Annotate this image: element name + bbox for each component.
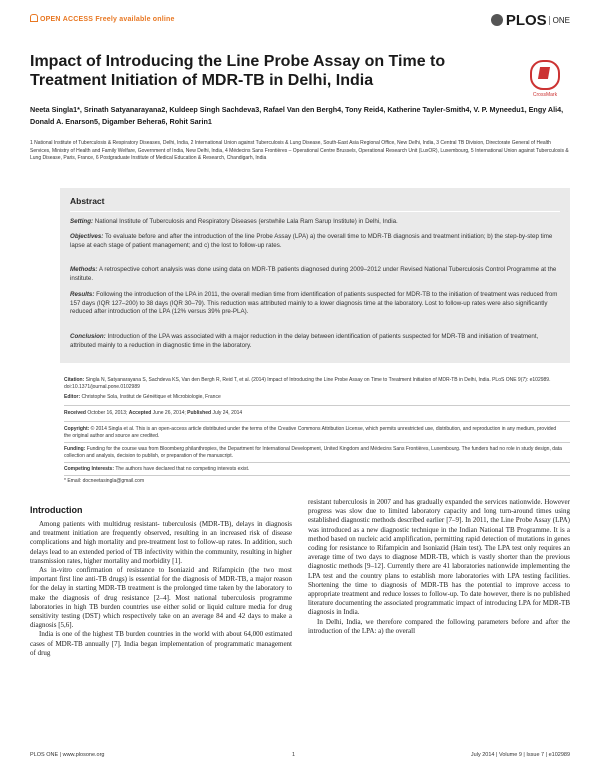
open-access-badge[interactable] xyxy=(30,14,175,23)
abstract-heading: Abstract xyxy=(70,196,105,206)
footer-journal[interactable]: PLOS ONE | www.plosone.org xyxy=(30,752,105,758)
paragraph: Among patients with multidrug resistant- tuberculosis (MDR-TB), delays in diagnosis and treatment initiation are frequently observed, resulting in an increased risk of disease complications and high mortality and pre-treatment lost to follow-up rates. In addition, such delays lead to an extended period of TB infectivity within the community, resulting in higher transmission rates, higher mortality and morbidity [1]. xyxy=(30,520,292,565)
abstract-conclusion xyxy=(70,333,560,350)
abstract-results xyxy=(70,291,560,317)
crossmark-badge[interactable] xyxy=(520,60,570,98)
results-key: Results: xyxy=(70,291,95,298)
published-text: July 24, 2014 xyxy=(211,410,243,416)
meta-divider xyxy=(64,405,570,406)
author-list: Neeta Singla1*, Srinath Satyanarayana2, Kuldeep Singh Sachdeva3, Rafael Van den Bergh4, Tony Reid4, Katherine Tayler-Smith4, V. P. Myneedu1, Engy Ali4, Donald A. Enarson5, Digamber Behera6, Rohit Sarin1 xyxy=(30,105,564,126)
journal-logo[interactable] xyxy=(491,12,570,29)
footer-issue: July 2014 | Volume 9 | Issue 7 | e102989 xyxy=(470,752,570,758)
plos-logo-icon xyxy=(491,14,503,26)
abstract-box xyxy=(60,188,570,363)
journal-sub: ONE xyxy=(549,16,570,25)
email[interactable]: * Email: docneetasingla@gmail.com xyxy=(64,478,145,484)
abstract-objectives xyxy=(70,233,560,250)
paragraph: resistant tuberculosis in 2007 and has gradually expanded the services nationwide. However progress was slow due to limited laboratory capacity and long turn-around times using established diagnostic methods described earlier [7–9]. In 2011, the Line Probe Assay (LPA) was introduced as a new diagnostic technique in the Indian National TB Programme. It is a method based on nucleic acid amplification, permitting rapid detection of mutations in genes coding for resistance to Rifampicin and Isoniazid (Hain test). The LPA test only requires an average time of two days to diagnose MDR-TB, which is vastly shorter than the previous diagnostic methods [9–12]. Currently there are 41 laboratories nationwide implementing the LPA test and the country plans to establish more laboratories with LPA testing facilities. Shortening the time to diagnosis of MDR-TB has the potential to improve access to appropriate treatment and reduce losses to follow-up. To date however, there is no published literature documenting the associated programmatic impact of introducing LPA for MDR-TB diagnosis in India. xyxy=(308,498,570,617)
right-column xyxy=(308,498,570,636)
open-access-lock-icon xyxy=(30,14,38,22)
received-text: October 16, 2013; xyxy=(85,410,129,416)
objectives-text: To evaluate before and after the introduction of the line Probe Assay (LPA) a) the overall time to MDR-TB diagnosis and treatment initiation; b) the step-by-step time lapse at each stage of patient management; and c) the lost to follow-up rates. xyxy=(70,233,553,249)
introduction-heading: Introduction xyxy=(30,505,83,515)
affiliations: 1 National Institute of Tuberculosis & Respiratory Diseases, Delhi, India, 2 International Union against Tuberculosis & Lung Disease, South-East Asia Regional Office, New Delhi, India, 3 Central TB Division, Directorate General of Health Services, Ministry of Health and Family Welfare, Government of India, New Delhi, India, 4 Médecins Sans Frontières – Operational Centre Brussels, Operational Research Unit (LuxOR), Luxembourg, 5 International Union against Tuberculosis & Lung Disease, Paris, France, 6 Postgraduate Institute of Medical Education & Research, Chandigarh, India xyxy=(30,140,569,161)
access-label: ACCESS Freely available online xyxy=(62,16,175,23)
paragraph: India is one of the highest TB burden countries in the world with about 64,000 estimated cases of MDR-TB annually [7]. India began implementation of programmatic management of drug xyxy=(30,630,292,657)
competing-text: The authors have declared that no competing interests exist. xyxy=(114,466,250,472)
funding xyxy=(64,446,564,460)
citation-text: Singla N, Satyanarayana S, Sachdeva KS, Van den Bergh R, Reid T, et al. (2014) Impact of Introducing the Line Probe Assay on Time to Treatment Initiation of MDR-TB in Delhi, India. PLoS ONE 9(7): e102989. doi:10.1371/journal.pone.0102989 xyxy=(64,377,551,390)
setting-key: Setting: xyxy=(70,218,94,225)
abstract-divider xyxy=(70,211,560,212)
page-number: 1 xyxy=(292,752,296,758)
funding-key: Funding: xyxy=(64,446,86,452)
crossmark-label: CrossMark xyxy=(532,92,558,98)
meta-divider xyxy=(64,462,570,463)
results-text: Following the introduction of the LPA in 2011, the overall median time from identification of patients suspected for MDR-TB to the initiation of treatment was reduced from 157 days (IQR 127–200) to 38 days (IQR 30–79). This reduction was attributed mainly to a lower diagnosis time at the laboratory. Lost to follow-up rates were also significantly reduced after introduction of the LPA (12% versus 39% pre-PLA). xyxy=(70,291,558,315)
paragraph: As in-vitro confirmation of resistance to Isoniazid and Rifampicin (the two most important first line anti-TB drugs) is essential for the diagnosis of MDR-TB, a major reason for the delay in starting MDR-TB treatment is the prolonged time taken by the laboratory to make the diagnosis of drug resistance [2–4]. Most national tuberculosis programme laboratories in high TB burden countries use either solid or liquid culture media for drug sensitivity testing (DST) which respectively take on an average 84 and 42 days to make a diagnosis [5,6]. xyxy=(30,566,292,630)
editor xyxy=(64,394,564,401)
accepted-key: Accepted xyxy=(128,410,152,416)
editor-text: Christophe Sola, Institut de Génétique et Microbiologie, France xyxy=(80,394,221,400)
competing-interests xyxy=(64,466,564,473)
abstract-setting xyxy=(70,218,560,227)
funding-text: Funding for the course was from Bloomberg philanthropies, the Department for International Development, United Kingdom and Médecins Sans Frontières, Luxembourg. The funders had no role in study design, data collection and analysis, decision to publish, or preparation of the manuscript. xyxy=(64,446,562,459)
meta-divider xyxy=(64,442,570,443)
methods-text: A retrospective cohort analysis was done using data on MDR-TB patients diagnosed during 2009–2012 under Revised National Tuberculosis Control Programme at the institute. xyxy=(70,266,557,282)
article-title: Impact of Introducing the Line Probe Assay on Time to Treatment Initiation of MDR-TB in Delhi, India xyxy=(30,53,446,89)
meta-divider xyxy=(64,475,570,476)
conclusion-key: Conclusion: xyxy=(70,333,106,340)
setting-text: National Institute of Tuberculosis and Respiratory Diseases (erstwhile Lala Ram Sarup Institute) in Delhi, India. xyxy=(93,218,398,225)
meta-divider xyxy=(64,421,570,422)
copyright-text: © 2014 Singla et al. This is an open-access article distributed under the terms of the Creative Commons Attribution License, which permits unrestricted use, distribution, and reproduction in any medium, provided the original author and source are credited. xyxy=(64,426,557,439)
paragraph: In Delhi, India, we therefore compared the following parameters before and after the introduction of the LPA: a) the overall xyxy=(308,617,570,635)
journal-name: PLOS xyxy=(505,12,547,29)
accepted-text: June 26, 2014; xyxy=(151,410,188,416)
left-column xyxy=(30,520,292,658)
conclusion-text: Introduction of the LPA was associated with a major reduction in the delay between identification of patients suspected for MDR-TB and initiation of treatment, attributed mainly to a reduction in diagnostic time in the laboratory. xyxy=(70,333,539,349)
objectives-key: Objectives: xyxy=(70,233,104,240)
copyright xyxy=(64,426,564,440)
received-key: Received xyxy=(64,410,86,416)
citation xyxy=(64,377,564,391)
citation-key: Citation: xyxy=(64,377,85,383)
abstract-methods xyxy=(70,266,560,283)
methods-key: Methods: xyxy=(70,266,98,273)
competing-key: Competing Interests: xyxy=(64,466,115,472)
open-label: OPEN xyxy=(40,16,61,23)
dates xyxy=(64,410,564,417)
editor-key: Editor: xyxy=(64,394,81,400)
copyright-key: Copyright: xyxy=(64,426,90,432)
crossmark-icon xyxy=(530,60,560,90)
published-key: Published xyxy=(187,410,212,416)
top-bar xyxy=(30,12,570,34)
